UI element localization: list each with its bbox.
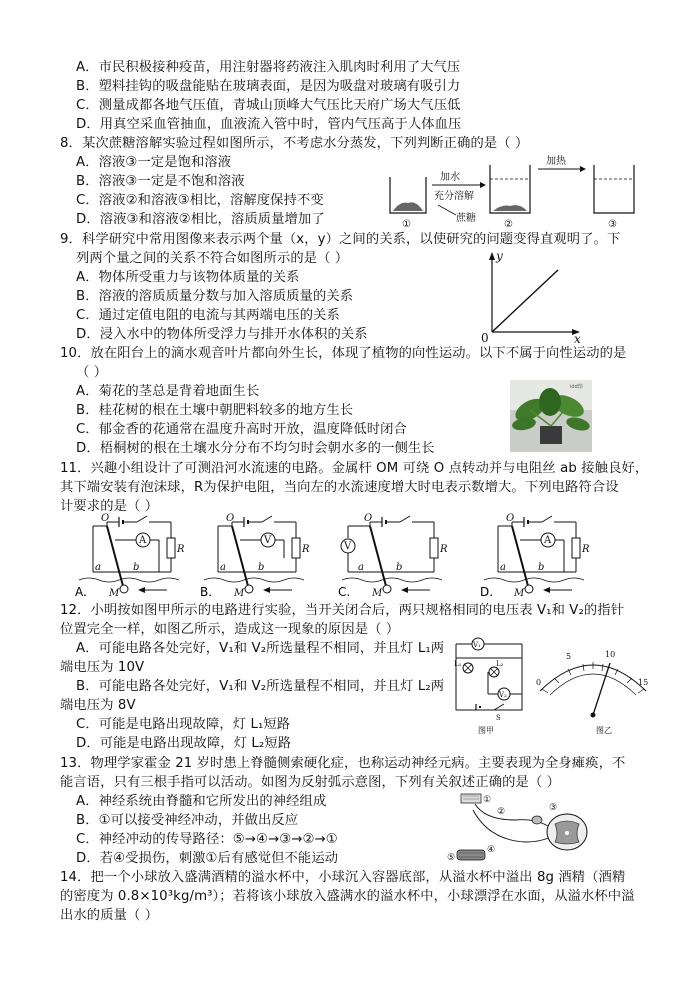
switch-label: S	[496, 714, 501, 722]
wire-b-label: b	[538, 562, 545, 573]
q11-circuit-b	[200, 512, 320, 602]
q13-stem-2: 能言语，只有三根手指可以活动。如图为反射弧示意图，下列有关叙述正确的是（ ）	[60, 775, 561, 790]
q12-option-a-line1: A．可能电路各处完好，V₁和 V₂所选量程不相同，并且灯 L₁两	[76, 641, 445, 656]
fig-yi-caption: 图乙	[596, 726, 612, 735]
resistor-label: R	[440, 544, 448, 555]
q13-reflex-arc-diagram	[445, 790, 590, 868]
beaker-2	[490, 165, 530, 213]
q10-stem-1: 10．放在阳台上的滴水观音叶片都向外生长，体现了植物的向性运动。以下不属于向性运动的是	[60, 346, 627, 361]
q12-option-b-line1: B．可能电路各处完好，V₁和 V₂所选量程不相同，并且灯 L₂两	[76, 679, 445, 694]
q11-circuit-c	[338, 512, 458, 602]
pivot-label: O	[506, 513, 515, 524]
plant-photo	[510, 380, 592, 452]
q14-stem-1: 14．把一个小球放入盛满酒精的溢水杯中，小球沉入容器底部，从溢水杯中溢出 8g 酒精（酒精	[60, 870, 626, 885]
dial-tick-10: 10	[605, 650, 616, 659]
part-4-label: ④	[487, 845, 496, 855]
float-label: M	[234, 588, 245, 599]
q13-option-d: D．若④受损伤，刺激①后有感觉但不能运动	[76, 851, 339, 866]
q14-stem-3: 出水的质量（ ）	[60, 908, 159, 923]
beaker-1-label: ①	[402, 219, 411, 230]
wire-a-label: a	[500, 562, 506, 573]
pivot-label: O	[226, 513, 235, 524]
q9-stem-2: 列两个量之间的关系不符合如图所示的是（ ）	[76, 251, 349, 266]
q12-option-d: D．可能是电路出现故障，灯 L₂短路	[76, 736, 292, 751]
q12-stem-1: 12．小明按如图甲所示的电路进行实验，当开关闭合后，两只规格相同的电压表 V₁和 V₂的指针	[60, 603, 625, 618]
wire-b-label: b	[258, 562, 265, 573]
q9-option-d: D．浸入水中的物体所受浮力与排开水体积的关系	[76, 327, 368, 342]
effector-muscle	[457, 850, 485, 860]
dial-needle	[593, 663, 610, 715]
dial-tick-0: 0	[536, 678, 542, 687]
q8-option-c: C．溶液②和溶液③相比，溶解度保持不变	[76, 193, 324, 208]
fig-jia-caption: 图甲	[478, 726, 494, 735]
meter-label: A	[139, 535, 147, 546]
q13-stem-1: 13．物理学家霍金 21 岁时患上脊髓侧索硬化症，也称运动神经元病。主要表现为全身瘫痪，不	[60, 756, 626, 771]
beaker-1	[390, 177, 426, 213]
q12-voltmeter-dial	[532, 645, 654, 737]
pivot-label: O	[101, 513, 110, 524]
float-label: M	[109, 588, 120, 599]
meter-label: A	[544, 535, 552, 546]
meter-label: V	[344, 541, 352, 552]
q13-option-b: B．①可以接受神经冲动，并做出反应	[76, 813, 299, 828]
q10-option-b: B．桂花树的根在土壤中朝肥料较多的地方生长	[76, 403, 354, 418]
wire-a-label: a	[95, 562, 101, 573]
q12-option-b-line2: 端电压为 8V	[60, 698, 136, 713]
part-1-label: ①	[483, 795, 492, 805]
q11-option-label: B.	[200, 585, 213, 599]
resistor-label: R	[302, 544, 310, 555]
q9-option-a: A．物体所受重力与该物体质量的关系	[76, 270, 300, 285]
q9-xy-graph	[478, 250, 588, 345]
q11-circuit-d	[480, 512, 600, 602]
solute-label: 蔗糖	[456, 213, 476, 224]
q9-option-c: C．通过定值电阻的电流与其两端电压的关系	[76, 308, 340, 323]
pivot-label: O	[364, 513, 373, 524]
step-dissolve: 充分溶解	[434, 191, 474, 202]
step-heat: 加热	[546, 156, 566, 167]
l1-label: L₁	[454, 660, 462, 668]
q11-stem-3: 计要求的是（ ）	[60, 499, 159, 514]
q7-option-d: D．用真空采血管抽血，血液流入管中时，管内气压高于人体血压	[76, 117, 462, 132]
wire-a-label: a	[220, 562, 226, 573]
q13-option-c: C．神经冲动的传导路径：⑤→④→③→②→①	[76, 832, 338, 847]
q11-option-label: A.	[75, 585, 87, 599]
q12-circuit-diagram	[448, 636, 528, 736]
part-5-label: ⑤	[447, 853, 456, 863]
q9-option-b: B．溶液的溶质质量分数与加入溶质质量的关系	[76, 289, 354, 304]
beaker-3-label: ③	[608, 219, 617, 230]
wire-b-label: b	[396, 562, 403, 573]
float-label: M	[372, 588, 383, 599]
q8-beaker-diagram	[380, 155, 650, 230]
resistor-label: R	[582, 544, 590, 555]
q11-option-label: C.	[338, 585, 351, 599]
q12-option-c: C．可能是电路出现故障，灯 L₁短路	[76, 717, 291, 732]
q14-stem-2: 的密度为 0.8×10³kg/m³）；若将该小球放入盛满水的溢水杯中，小球漂浮在水面，从溢水杯中溢	[60, 889, 635, 904]
q8-option-d: D．溶液③和溶液②相比，溶质质量增加了	[76, 212, 325, 227]
q8-stem: 8．某次蔗糖溶解实验过程如图所示，不考虑水分蒸发，下列判断正确的是（ ）	[60, 136, 529, 151]
meter-label: V	[264, 535, 272, 546]
q11-stem-1: 11．兴趣小组设计了可测沿河水流速的电路。金属杆 OM 可绕 O 点转动并与电阻丝 ab 接触良好，	[60, 461, 649, 476]
q12-stem-2: 位置完全一样，如图乙所示，造成这一现象的原因是（ ）	[60, 622, 400, 637]
proportional-line	[492, 270, 558, 332]
q10-option-c: C．郁金香的花通常在温度升高时开放，温度降低时闭合	[76, 422, 407, 437]
q13-option-a: A．神经系统由脊髓和它所发出的神经组成	[76, 794, 327, 809]
q7-option-c: C．测量成都各地气压值，青城山顶峰大气压比天府广场大气压低	[76, 98, 461, 113]
q10-stem-2: （ ）	[76, 365, 108, 380]
q11-stem-2: 其下端安装有泡沫球，R为保护电阻，当向左的水流速度增大时电表示数增大。下列电路符合设	[60, 480, 619, 495]
q7-option-a: A．市民积极接种疫苗，用注射器将药液注入肌肉时利用了大气压	[76, 60, 461, 75]
photo-tag: idd图	[570, 384, 583, 390]
part-2-label: ②	[497, 807, 506, 817]
q12-option-a-line2: 端电压为 10V	[60, 660, 145, 675]
q8-option-a: A．溶液③一定是饱和溶液	[76, 155, 232, 170]
beaker-3	[594, 165, 634, 213]
l2-label: L₂	[496, 660, 504, 668]
y-label: y	[496, 250, 503, 263]
q11-option-label: D.	[480, 585, 494, 599]
q9-stem-1: 9．科学研究中常用图像来表示两个量（x，y）之间的关系，以使研究的问题变得直观明了。下	[60, 232, 621, 247]
q10-option-d: D．梧桐树的根在土壤水分分布不均匀时会朝水多的一侧生长	[76, 441, 435, 456]
q10-option-a: A．菊花的茎总是背着地面生长	[76, 384, 260, 399]
dial-tick-15: 15	[638, 678, 649, 687]
wire-a-label: a	[358, 562, 364, 573]
dial-tick-5: 5	[566, 652, 572, 661]
v1-label: V₁	[473, 641, 481, 649]
q7-option-b: B．塑料挂钩的吸盘能贴在玻璃表面，是因为吸盘对玻璃有吸引力	[76, 79, 461, 94]
q11-circuit-a	[75, 512, 195, 602]
wire-b-label: b	[133, 562, 140, 573]
q8-option-b: B．溶液③一定是不饱和溶液	[76, 174, 245, 189]
float-label: M	[514, 588, 525, 599]
resistor-label: R	[177, 544, 185, 555]
origin-label: 0	[481, 331, 489, 345]
skin-receptor	[461, 794, 481, 803]
step-add-water: 加水	[440, 172, 460, 183]
part-3-label: ③	[549, 803, 558, 813]
v2-label: V₂	[499, 691, 507, 699]
beaker-2-label: ②	[504, 219, 513, 230]
x-label: x	[574, 332, 581, 345]
